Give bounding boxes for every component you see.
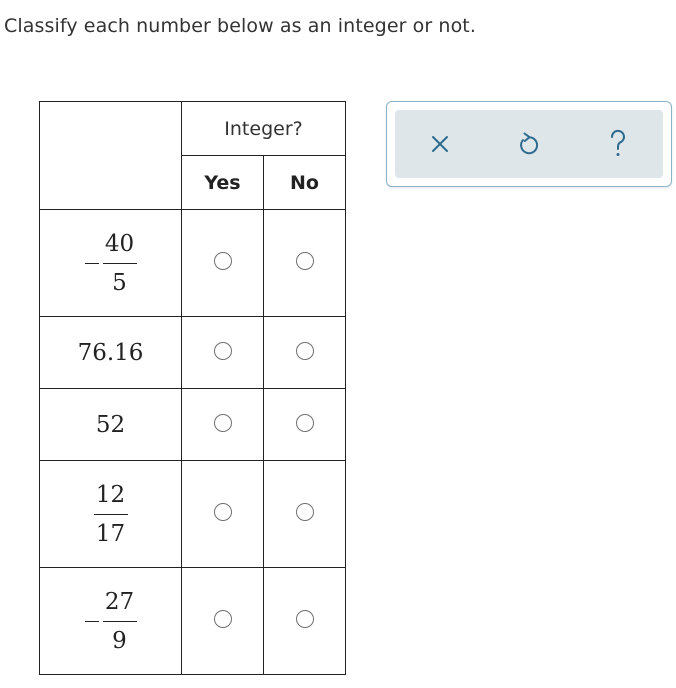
numerator: 27 bbox=[104, 588, 135, 615]
number-expression bbox=[85, 231, 137, 296]
yes-cell bbox=[182, 317, 264, 389]
radio-no[interactable] bbox=[296, 342, 314, 360]
fraction bbox=[94, 482, 128, 547]
number-value: 76.16 bbox=[77, 339, 144, 366]
denominator: 5 bbox=[112, 269, 127, 296]
radio-no[interactable] bbox=[296, 503, 314, 521]
table-row bbox=[40, 389, 346, 461]
table-row bbox=[40, 317, 346, 389]
instruction-text: Classify each number below as an integer or not. bbox=[4, 15, 476, 37]
no-cell bbox=[264, 461, 346, 568]
yes-cell bbox=[182, 389, 264, 461]
clear-button[interactable] bbox=[420, 110, 460, 178]
table-row bbox=[40, 461, 346, 568]
radio-yes[interactable] bbox=[214, 252, 232, 270]
header-integer: Integer? bbox=[182, 102, 346, 156]
minus-sign bbox=[85, 263, 99, 264]
no-cell bbox=[264, 210, 346, 317]
denominator: 17 bbox=[95, 520, 126, 547]
close-icon bbox=[429, 133, 451, 155]
number-cell bbox=[40, 461, 182, 568]
fraction bbox=[103, 231, 137, 296]
help-icon bbox=[608, 129, 628, 159]
yes-cell bbox=[182, 461, 264, 568]
numerator: 12 bbox=[95, 481, 126, 508]
minus-sign bbox=[85, 621, 99, 622]
number-expression bbox=[85, 589, 137, 654]
no-cell bbox=[264, 389, 346, 461]
no-cell bbox=[264, 568, 346, 675]
answer-toolbar bbox=[386, 101, 672, 187]
yes-cell bbox=[182, 210, 264, 317]
number-value: 52 bbox=[95, 411, 126, 438]
toolbar-panel bbox=[395, 110, 663, 178]
radio-no[interactable] bbox=[296, 610, 314, 628]
help-button[interactable] bbox=[598, 110, 638, 178]
classification-table bbox=[39, 101, 346, 675]
yes-cell bbox=[182, 568, 264, 675]
number-cell bbox=[40, 568, 182, 675]
table-row bbox=[40, 568, 346, 675]
radio-no[interactable] bbox=[296, 252, 314, 270]
corner-cell bbox=[40, 102, 182, 210]
undo-button[interactable] bbox=[508, 110, 548, 178]
table-row bbox=[40, 210, 346, 317]
numerator: 40 bbox=[104, 230, 135, 257]
number-cell bbox=[40, 317, 182, 389]
fraction bbox=[103, 589, 137, 654]
denominator: 9 bbox=[112, 627, 127, 654]
radio-yes[interactable] bbox=[214, 414, 232, 432]
header-no: No bbox=[264, 156, 346, 210]
undo-icon bbox=[516, 131, 540, 157]
radio-yes[interactable] bbox=[214, 503, 232, 521]
number-cell bbox=[40, 389, 182, 461]
number-cell bbox=[40, 210, 182, 317]
radio-no[interactable] bbox=[296, 414, 314, 432]
radio-yes[interactable] bbox=[214, 342, 232, 360]
radio-yes[interactable] bbox=[214, 610, 232, 628]
number-expression bbox=[94, 482, 128, 547]
no-cell bbox=[264, 317, 346, 389]
header-yes: Yes bbox=[182, 156, 264, 210]
